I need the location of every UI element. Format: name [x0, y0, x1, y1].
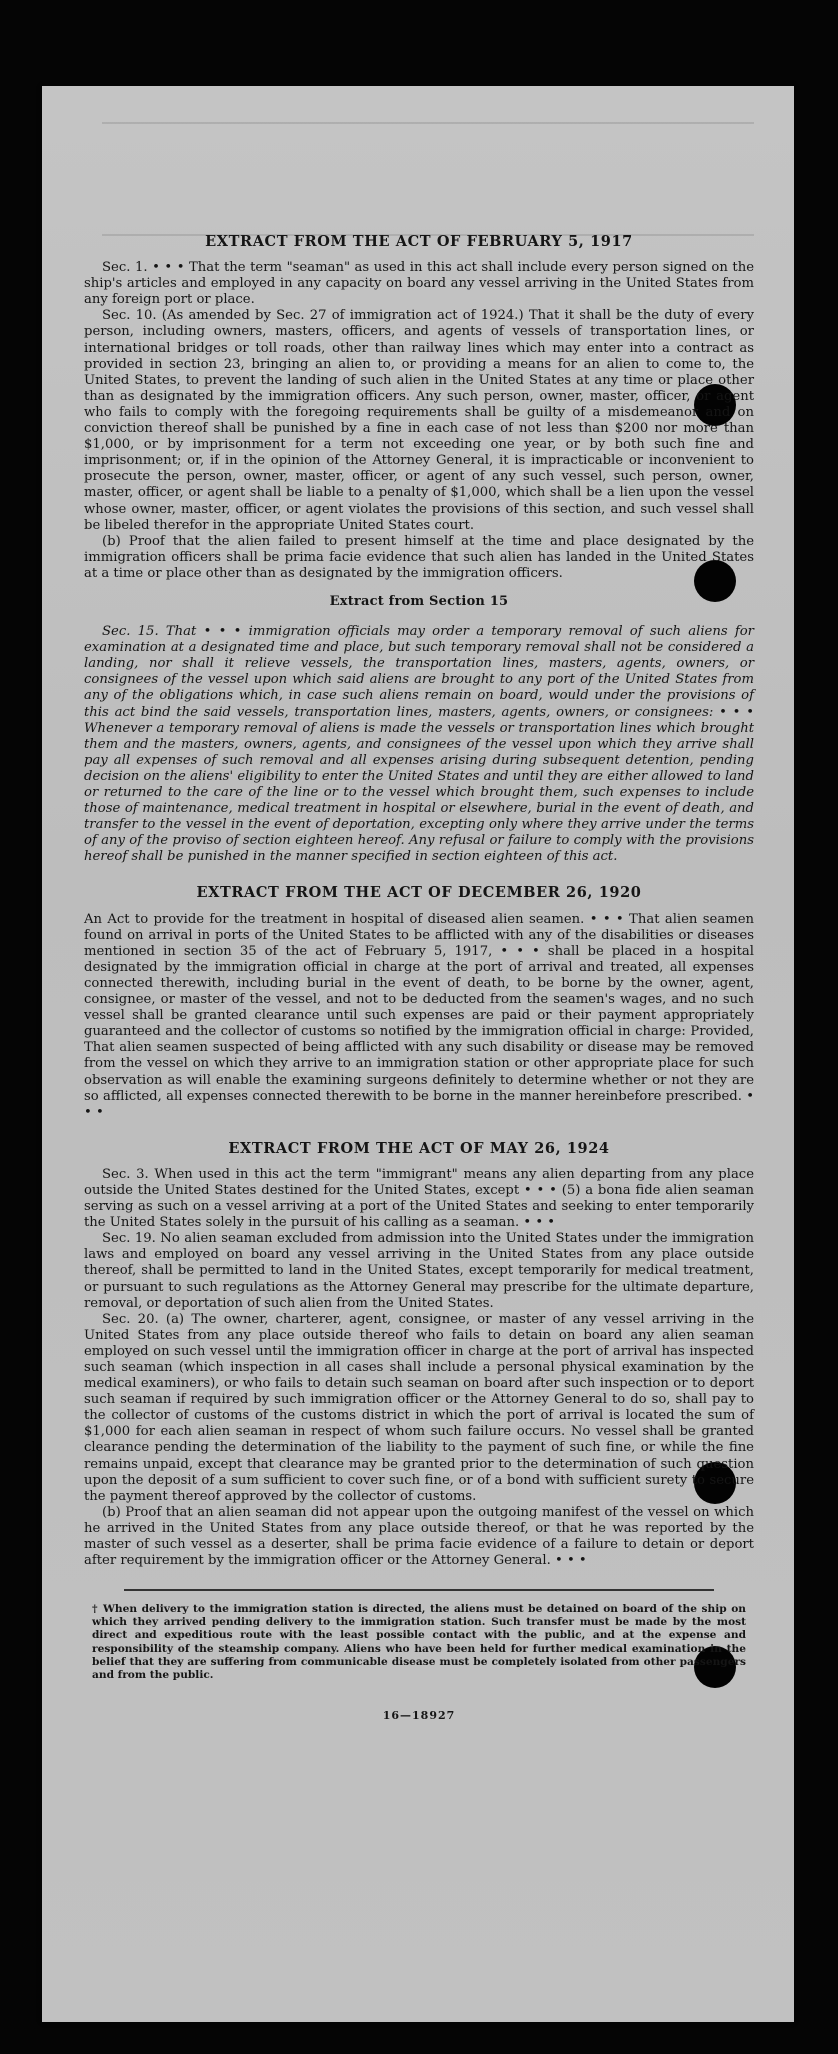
section-19-paragraph: Sec. 19. No alien seaman excluded from admission into the United States under the immigration laws and employed on board any vessel arriving in the United States from any place outside thereof, shall be permitted to land in the United States, except temporarily for medical treatment, or pursuant to such regulations as the Attorney General may prescribe for the ultimate departure, removal, or deportation of such alien from the United States. — [84, 1231, 754, 1311]
document-page — [42, 86, 794, 2022]
section-15-paragraph: Sec. 15. That • • • immigration officials may order a temporary removal of such aliens for examination at a designated time and place, but such temporary removal shall not be considered a landing, nor shall it relieve vessels, the transportation lines, masters, agents, owners, or consignees of the vessel upon which said aliens are brought to any port of the United States from any of the obligations which, in case such aliens remain on board, would under the provisions of this act bind the said vessels, transportation lines, masters, agents, owners, or consignees: • • • Whenever a temporary removal of aliens is made the vessels or transportation lines which brought them and the masters, owners, agents, and consignees of the vessel upon which they arrive shall pay all expenses of such removal and all expenses arising during subsequent detention, pending decision on the aliens' eligibility to enter the United States and until they are either allowed to land or returned to the care of the line or to the vessel which brought them, such expenses to include those of maintenance, medical treatment in hospital or elsewhere, burial in the event of death, and transfer to the vessel in the event of deportation, excepting only where they arrive under the terms of any of the proviso of section eighteen hereof. Any refusal or failure to comply with the provisions hereof shall be punished in the manner specified in section eighteen of this act. — [84, 624, 754, 865]
act-1920-paragraph: An Act to provide for the treatment in hospital of diseased alien seamen. • • • That alien seamen found on arrival in ports of the United States to be afflicted with any of the disabilities or diseases mentioned in section 35 of the act of February 5, 1917, • • • shall be placed in a hospital designated by the immigration official in charge at the port of arrival and treated, all expenses connected therewith, including burial in the event of death, to be borne by the owner, agent, consignee, or master of the vessel, and not to be deducted from the seamen's wages, and no such vessel shall be granted clearance until such expenses are paid or their payment appropriately guaranteed and the collector of customs so notified by the immigration official in charge: Provided, That alien seamen suspected of being afflicted with any such disability or disease may be removed from the vessel on which they arrive to an immigration station or other appropriate place for such observation as will enable the examining surgeons definitely to determine whether or not they are so afflicted, all expenses connected therewith to be borne in the manner hereinbefore prescribed. • • • — [84, 911, 754, 1120]
document-body — [84, 228, 754, 1724]
section-10-paragraph: Sec. 10. (As amended by Sec. 27 of immigration act of 1924.) That it shall be the duty of every person, including owners, masters, officers, and agents of vessels of transportation lines, or international bridges or toll roads, other than railway lines which may enter into a contract as provided in section 23, bringing an alien to, or providing a means for an alien to come to, the United States, to prevent the landing of such alien in the United States at any time or place other than as designated by the immigration officers. Any such person, owner, master, officer, or agent who fails to comply with the foregoing requirements shall be guilty of a misdemeanor and on conviction thereof shall be punished by a fine in each case of not less than $200 nor more than $1,000, or by imprisonment for a term not exceeding one year, or by both such fine and imprisonment; or, if in the opinion of the Attorney General, it is impracticable or inconvenient to prosecute the person, owner, master, officer, or agent of any such vessel, such person, owner, master, officer, or agent shall be liable to a penalty of $1,000, which shall be a lien upon the vessel whose owner, master, officer, or agent violates the provisions of this section, and such vessel shall be libeled therefor in the appropriate United States court. — [84, 308, 754, 533]
section-20a-paragraph: Sec. 20. (a) The owner, charterer, agent, consignee, or master of any vessel arriving in the United States from any place outside thereof who fails to detain on board any alien seaman employed on such vessel until the immigration officer in charge at the port of arrival has inspected such seaman (which inspection in all cases shall include a personal physical examination by the medical examiners), or who fails to detain such seaman on board after such inspection or to deport such seaman if required by such immigration officer or the Attorney General to do so, shall pay to the collector of customs of the customs district in which the port of arrival is located the sum of $1,000 for each alien seaman in respect of whom such failure occurs. No vessel shall be granted clearance pending the determination of the liability to the payment of such fine, or while the fine remains unpaid, except that clearance may be granted prior to the determination of such question upon the deposit of a sum sufficient to cover such fine, or of a bond with sufficient surety to secure the payment thereof approved by the collector of customs. — [84, 1311, 754, 1504]
footnote: † When delivery to the immigration station is directed, the aliens must be detained on board of the ship on which they arrived pending delivery to the immigration station. Such transfer must be made by the most direct and expeditious route with the least possible contact with the public, and at the expense and responsibility of the steamship company. Aliens who have been held for further medical examination in the belief that they are suffering from communicable disease must be completely isolated from other passengers and from the public. — [92, 1603, 746, 1681]
form-number: 16—18927 — [382, 1708, 456, 1722]
section-1-paragraph: Sec. 1. • • • That the term "seaman" as used in this act shall include every person signed on the ship's articles and employed in any capacity on board any vessel arriving in the United States from any foreign port or place. — [84, 260, 754, 308]
heading-act-1920: EXTRACT FROM THE ACT OF DECEMBER 26, 1920 — [196, 884, 642, 902]
heading-act-1917: EXTRACT FROM THE ACT OF FEBRUARY 5, 1917 — [205, 233, 633, 250]
section-10b-paragraph: (b) Proof that the alien failed to present himself at the time and place designated by the immigration officers shall be prima facie evidence that such alien has landed in the United States at a time or place other than as designated by the immigration officers. — [84, 533, 754, 581]
footnote-divider — [124, 1589, 714, 1591]
section-20b-paragraph: (b) Proof that an alien seaman did not appear upon the outgoing manifest of the vessel on which he arrived in the United States from any place outside thereof, or that he was reported by the master of such vessel as a deserter, shall be prima facie evidence of a failure to detain or deport after requirement by the immigration officer or the Attorney General. • • • — [84, 1504, 754, 1569]
section-3-paragraph: Sec. 3. When used in this act the term "immigrant" means any alien departing from any place outside the United States destined for the United States, except • • • (5) a bona fide alien seaman serving as such on a vessel arriving at a port of the United States and seeking to enter temporarily the United States solely in the pursuit of his calling as a seaman. • • • — [84, 1166, 754, 1231]
heading-section-15: Extract from Section 15 — [329, 593, 509, 609]
bleed-through-header — [102, 122, 754, 236]
heading-act-1924: EXTRACT FROM THE ACT OF MAY 26, 1924 — [228, 1139, 610, 1157]
